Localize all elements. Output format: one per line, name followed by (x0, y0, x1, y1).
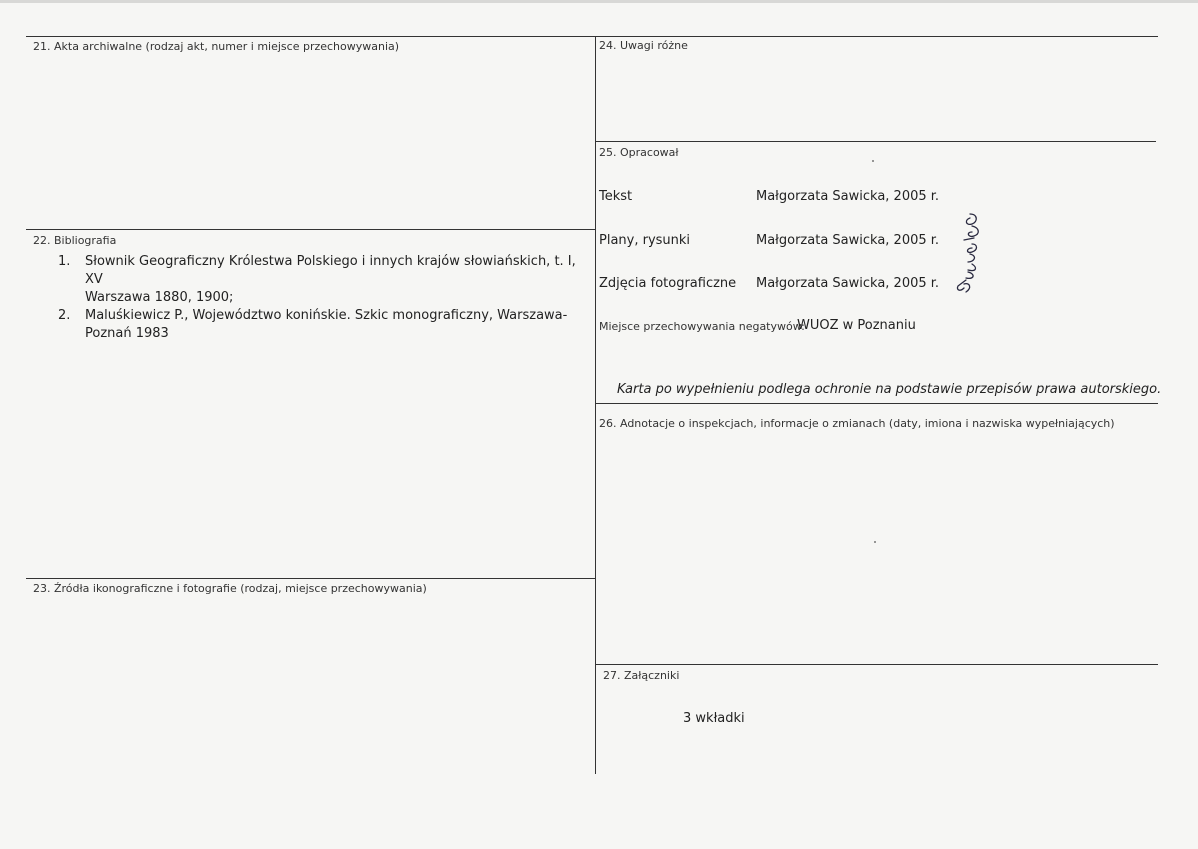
negatives-location-label: Miejsce przechowywania negatywów: (599, 320, 805, 333)
section-24-label: 24. Uwagi różne (599, 39, 688, 52)
divider-25-26 (595, 403, 1158, 404)
attachments-value: 3 wkładki (683, 711, 745, 726)
bibliography-item (58, 307, 588, 343)
handwritten-signature (944, 208, 984, 294)
bibliography-item-line: Warszawa 1880, 1900; (85, 290, 234, 305)
copyright-note: Karta po wypełnieniu podlega ochronie na podstawie przepisów prawa autorskiego. (617, 382, 1162, 397)
author-row-key-plans: Plany, rysunki (599, 233, 691, 248)
bibliography-item (58, 253, 588, 307)
divider-21-22 (26, 229, 595, 230)
bibliography-item-line: Słownik Geograficzny Królestwa Polskiego i innych krajów słowiańskich, t. I, XV (85, 254, 576, 287)
author-row-value-photos: Małgorzata Sawicka, 2005 r. (756, 276, 940, 291)
section-26-label: 26. Adnotacje o inspekcjach, informacje o zmianach (daty, imiona i nazwiska wypełniających) (599, 417, 1115, 430)
top-rule (26, 36, 1158, 37)
author-row-key-photos: Zdjęcia fotograficzne (599, 276, 737, 291)
section-27-label: 27. Załączniki (603, 669, 680, 682)
section-25-label: 25. Opracował (599, 146, 679, 159)
author-row-value-plans: Małgorzata Sawicka, 2005 r. (756, 233, 940, 248)
divider-22-23 (26, 578, 595, 579)
speck (872, 160, 874, 162)
section-21-label: 21. Akta archiwalne (rodzaj akt, numer i miejsce przechowywania) (33, 40, 400, 53)
author-row-key-text: Tekst (599, 189, 633, 204)
section-23-label: 23. Źródła ikonograficzne i fotografie (rodzaj, miejsce przechowywania) (33, 582, 427, 595)
bibliography-item-line: Poznań 1983 (85, 326, 169, 341)
bibliography-list (58, 253, 588, 343)
bibliography-item-line: Maluśkiewicz P., Województwo konińskie. Szkic monograficzny, Warszawa- (85, 308, 568, 323)
bibliography-item-number: 2. (58, 308, 71, 323)
bibliography-item-number: 1. (58, 254, 71, 269)
divider-26-27 (595, 664, 1158, 665)
section-22-label: 22. Bibliografia (33, 234, 117, 247)
negatives-location-value: WUOZ w Poznaniu (797, 318, 916, 333)
speck (874, 541, 876, 543)
author-row-value-text: Małgorzata Sawicka, 2005 r. (756, 189, 940, 204)
paper-edge (0, 0, 1198, 3)
divider-24-25 (595, 141, 1156, 142)
